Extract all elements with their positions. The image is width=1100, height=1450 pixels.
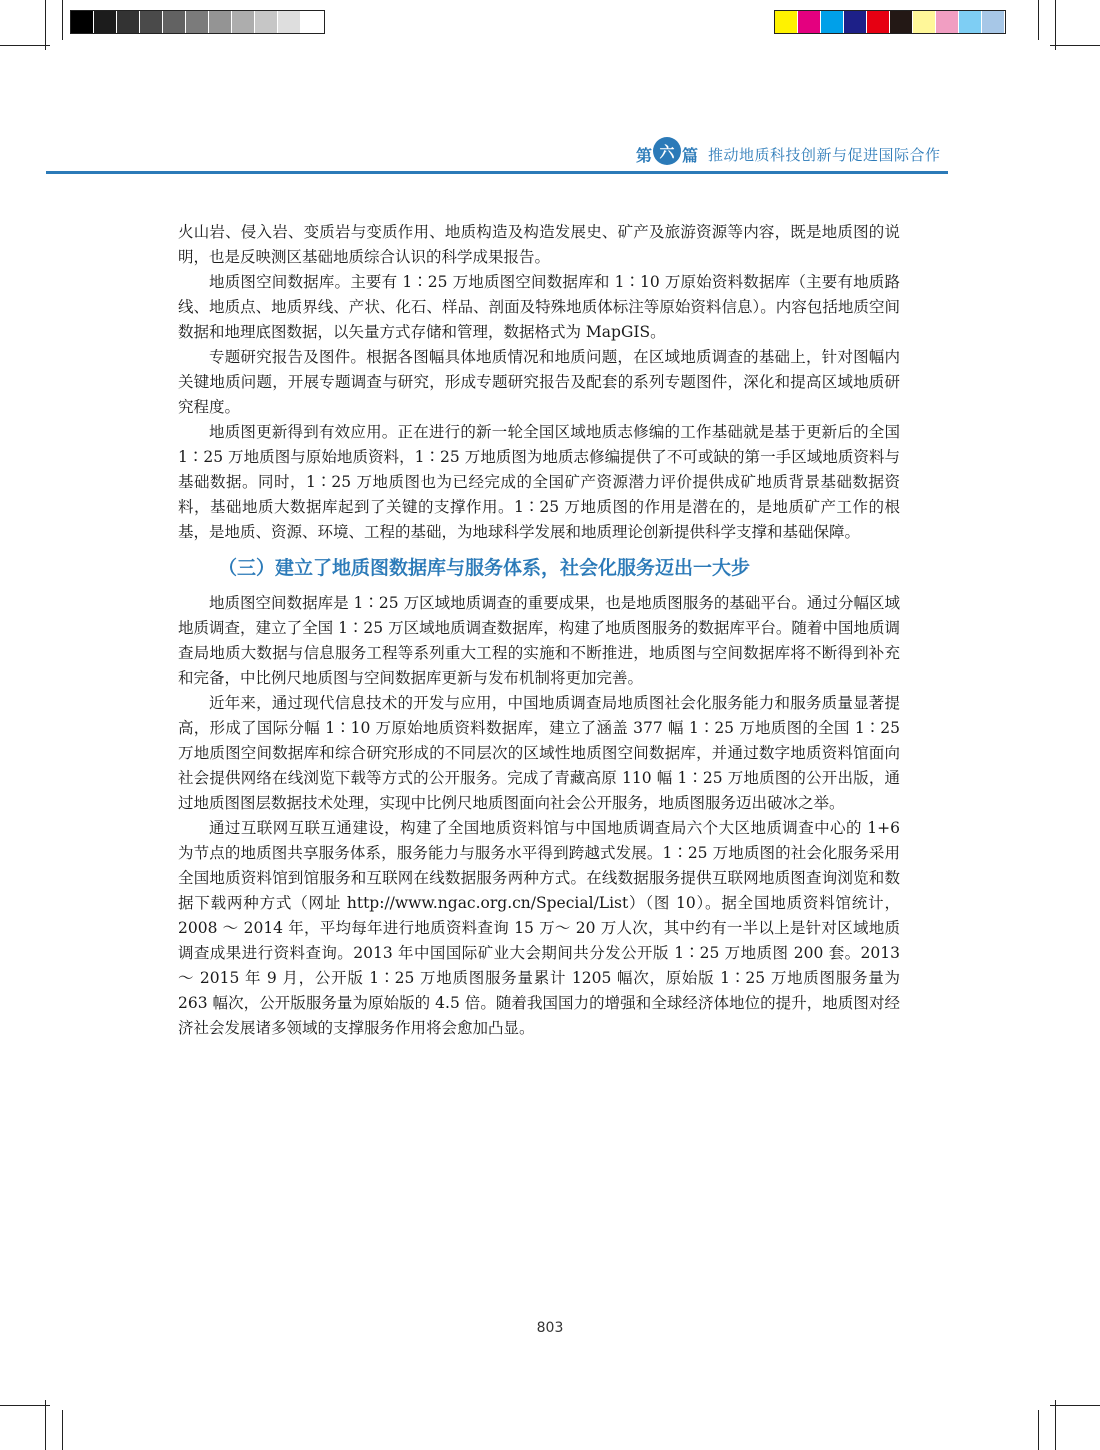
- gray-swatch: [209, 11, 232, 33]
- color-swatch: [890, 11, 913, 33]
- color-calibration-bar: [774, 10, 1006, 34]
- crop-mark-top-left-v: [45, 0, 46, 50]
- paragraph: 专题研究报告及图件。根据各图幅具体地质情况和地质问题，在区域地质调查的基础上，针对图幅内关键地质问题，开展专题调查与研究，形成专题研究报告及配套的系列专题图件，深化和提高区域地质研究程度。: [178, 348, 900, 416]
- gray-swatch: [186, 11, 209, 33]
- header-part-suffix: 篇: [682, 145, 699, 165]
- color-swatch: [936, 11, 959, 33]
- crop-mark-bottom-left-v: [45, 1400, 46, 1450]
- page-number: 803: [536, 1320, 564, 1336]
- color-swatch: [913, 11, 936, 33]
- header-rule: [46, 171, 948, 174]
- gray-swatch: [163, 11, 186, 33]
- color-swatch: [821, 11, 844, 33]
- color-swatch: [798, 11, 821, 33]
- crop-mark-top-left-h: [0, 45, 50, 46]
- crop-mark-bottom-right-v: [1055, 1400, 1056, 1450]
- crop-mark-bottom-right-v2: [1038, 1410, 1039, 1450]
- crop-mark-top-right-v2: [1038, 0, 1039, 40]
- grayscale-calibration-bar: [70, 10, 325, 34]
- color-swatch: [867, 11, 890, 33]
- paragraph: 火山岩、侵入岩、变质岩与变质作用、地质构造及构造发展史、矿产及旅游资源等内容，既是地质图的说明，也是反映测区基础地质综合认识的科学成果报告。: [178, 223, 900, 266]
- color-swatch: [982, 11, 1005, 33]
- paragraph: 通过互联网互联互通建设，构建了全国地质资料馆与中国地质调查局六个大区地质调查中心的 1+6 为节点的地质图共享服务体系，服务能力与服务水平得到跨越式发展。1∶25 万地质图的社会化服务采用全国地质资料馆到馆服务和互联网在线数据服务两种方式。在线数据服务提供互联网地质图查询浏览和数据下载两种方式（网址 http://www.ngac.org.cn/Special/List）（图 10）。据全国地质资料馆统计，2008 ～ 2014 年，平均每年进行地质资料查询 15 万～ 20 万人次，其中约有一半以上是针对区域地质调查成果进行资料查询。2013 年中国国际矿业大会期间共分发公开版 1∶25 万地质图 200 套。2013 ～ 2015 年 9 月，公开版 1∶25 万地质图服务量累计 1205 幅次，原始版 1∶25 万地质图服务量为 263 幅次，公开版服务量为原始版的 4.5 倍。随着我国国力的增强和全球经济体地位的提升，地质图对经济社会发展诸多领域的支撑服务作用将会愈加凸显。: [178, 819, 900, 1037]
- gray-swatch: [117, 11, 140, 33]
- crop-mark-bottom-left-v2: [62, 1410, 63, 1450]
- header-part-number-badge: 六: [653, 137, 681, 165]
- paragraph: 地质图空间数据库是 1∶25 万区域地质调查的重要成果，也是地质图服务的基础平台。通过分幅区域地质调查，建立了全国 1∶25 万区域地质调查数据库，构建了地质图服务的数据库平台。随着中国地质调查局地质大数据与信息服务工程等系列重大工程的实施和不断推进，地质图与空间数据库将不断得到补充和完备，中比例尺地质图与空间数据库更新与发布机制将更加完善。: [178, 594, 900, 687]
- running-header: [636, 140, 941, 168]
- gray-swatch: [278, 11, 301, 33]
- gray-swatch: [255, 11, 278, 33]
- crop-mark-top-right-h: [1050, 45, 1100, 46]
- gray-swatch: [71, 11, 94, 33]
- crop-mark-top-left-v2: [62, 0, 63, 40]
- crop-mark-bottom-right-h: [1050, 1405, 1100, 1406]
- paragraph: 近年来，通过现代信息技术的开发与应用，中国地质调查局地质图社会化服务能力和服务质量显著提高，形成了国际分幅 1∶10 万原始地质资料数据库，建立了涵盖 377 幅 1∶25 万地质图的全国 1∶25 万地质图空间数据库和综合研究形成的不同层次的区域性地质图空间数据库，并通过数字地质资料馆面向社会提供网络在线浏览下载等方式的公开服务。完成了青藏高原 110 幅 1∶25 万地质图的公开出版，通过地质图图层数据技术处理，实现中比例尺地质图面向社会公开服务，地质图服务迈出破冰之举。: [178, 694, 900, 812]
- paragraph: 地质图更新得到有效应用。正在进行的新一轮全国区域地质志修编的工作基础就是基于更新后的全国 1∶25 万地质图与原始地质资料，1∶25 万地质图为地质志修编提供了不可或缺的第一手区域地质资料与基础数据。同时，1∶25 万地质图也为已经完成的全国矿产资源潜力评价提供成矿地质背景基础数据资料，基础地质大数据库起到了关键的支撑作用。1∶25 万地质图的作用是潜在的，是地质矿产工作的根基，是地质、资源、环境、工程的基础，为地球科学发展和地质理论创新提供科学支撑和基础保障。: [178, 423, 900, 541]
- color-swatch: [959, 11, 982, 33]
- page-body: [178, 220, 900, 1041]
- gray-swatch: [94, 11, 117, 33]
- gray-swatch: [140, 11, 163, 33]
- color-swatch: [775, 11, 798, 33]
- crop-mark-top-right-v: [1055, 0, 1056, 50]
- gray-swatch: [232, 11, 255, 33]
- color-swatch: [844, 11, 867, 33]
- paragraph: 地质图空间数据库。主要有 1∶25 万地质图空间数据库和 1∶10 万原始资料数据库（主要有地质路线、地质点、地质界线、产状、化石、样品、剖面及特殊地质体标注等原始资料信息）。内容包括地质空间数据和地理底图数据，以矢量方式存储和管理，数据格式为 MapGIS。: [178, 273, 900, 341]
- header-title: 推动地质科技创新与促进国际合作: [708, 145, 941, 164]
- section-heading: （三）建立了地质图数据库与服务体系，社会化服务迈出一大步: [218, 557, 751, 579]
- crop-mark-bottom-left-h: [0, 1405, 50, 1406]
- gray-swatch: [301, 11, 324, 33]
- header-part-prefix: 第: [636, 145, 653, 165]
